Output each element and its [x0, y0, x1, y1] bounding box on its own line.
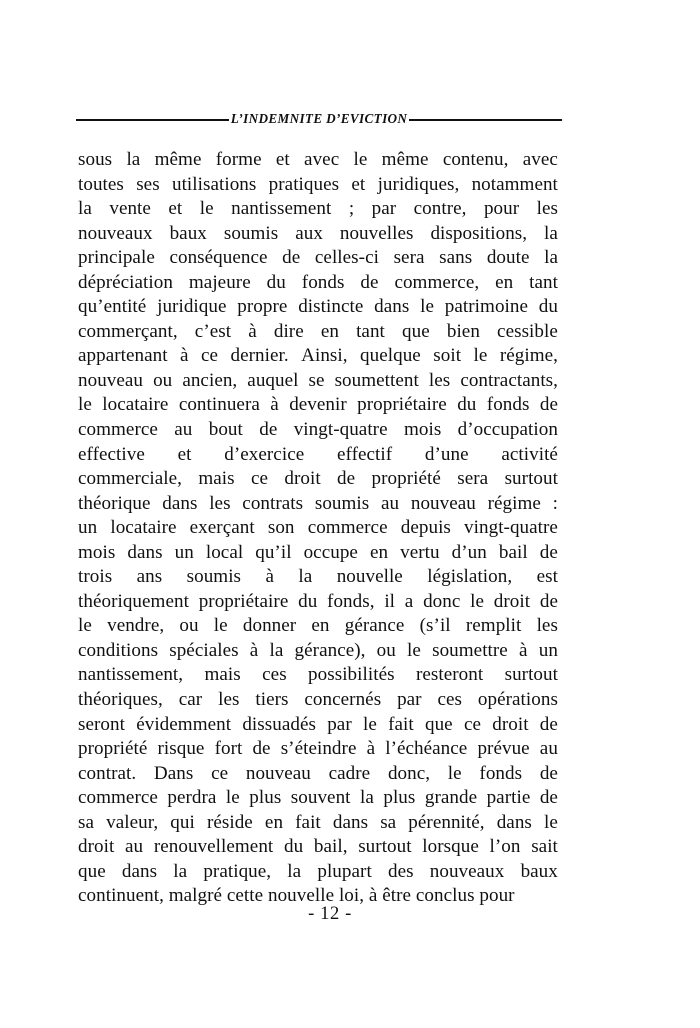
word: de: [252, 738, 271, 760]
word: à: [265, 566, 274, 588]
text-line: [78, 713, 558, 738]
text-line: [78, 786, 558, 811]
word: sera: [457, 468, 489, 490]
word: nantissement,: [78, 664, 184, 686]
word: la: [360, 787, 374, 809]
word: ce: [463, 713, 481, 735]
word: nouvelle: [336, 566, 403, 588]
word: et: [168, 198, 183, 220]
word: fait: [295, 811, 321, 833]
word: de: [282, 247, 301, 269]
word: notamment: [471, 173, 558, 195]
word: fait: [388, 713, 414, 735]
word: concernés: [304, 689, 382, 711]
word: appartenant: [78, 345, 168, 367]
word: baux: [520, 860, 558, 882]
word: à: [249, 639, 259, 661]
word: la: [173, 860, 188, 882]
word: du: [266, 271, 286, 293]
word: le: [78, 615, 92, 637]
word: spéciales: [169, 639, 239, 661]
word: activité: [501, 443, 558, 465]
word: avec: [522, 149, 558, 170]
word: dans: [496, 811, 532, 833]
word: contrats: [242, 492, 304, 514]
word: au: [539, 738, 558, 760]
word: remplit: [465, 615, 522, 637]
word: valeur,: [106, 811, 159, 833]
word: local: [205, 541, 244, 563]
word: d’exercice: [224, 443, 305, 465]
word: du: [538, 296, 558, 318]
word: mois: [78, 541, 116, 563]
word: de: [360, 271, 379, 293]
word: lorsque: [422, 836, 479, 858]
text-line: [78, 492, 558, 517]
word: le: [447, 762, 462, 784]
word: théoriques,: [78, 689, 163, 711]
word: propriété: [78, 738, 148, 760]
word: nouvelles: [339, 222, 414, 244]
text-line: [78, 590, 558, 615]
word: dissuadés: [242, 713, 316, 735]
word: que: [78, 860, 106, 882]
body-text: [78, 148, 558, 909]
word: en: [311, 615, 330, 637]
text-line: [78, 639, 558, 664]
word: théorique: [78, 492, 151, 514]
word: les: [218, 689, 240, 711]
word: pratique,: [203, 860, 272, 882]
word: la: [269, 639, 284, 661]
word: par: [397, 689, 422, 711]
word: ces: [262, 664, 287, 686]
word: ;: [348, 198, 355, 220]
word: en: [320, 320, 339, 342]
word: patrimoine: [444, 296, 529, 318]
word: par: [327, 713, 352, 735]
word: réside: [206, 811, 253, 833]
text-line: [78, 173, 558, 198]
word: en: [495, 271, 514, 293]
word: par: [371, 198, 397, 220]
word: à: [270, 394, 279, 416]
word: l’on: [489, 836, 521, 858]
word: commerçant,: [78, 320, 178, 342]
text-line: [78, 418, 558, 443]
word: dans: [121, 860, 158, 882]
word: dans: [374, 296, 410, 318]
word: contre,: [413, 198, 467, 220]
page-number: - 12 -: [308, 904, 352, 924]
word: contractants,: [460, 369, 558, 391]
word: bout: [208, 419, 243, 441]
word: occupe: [303, 541, 358, 563]
word: sa: [78, 811, 95, 833]
word: ce: [201, 345, 219, 367]
word: ou: [179, 615, 199, 637]
word: fonds: [301, 271, 345, 293]
word: droit: [284, 468, 321, 490]
word: le: [407, 639, 421, 661]
word: dernier.: [230, 345, 289, 367]
word: et: [351, 173, 366, 195]
word: celles-ci: [314, 247, 379, 269]
word: fonds: [486, 394, 530, 416]
word: d’occupation: [457, 419, 558, 441]
word: le: [544, 811, 558, 833]
word: soumis: [314, 492, 370, 514]
word: le: [225, 787, 240, 809]
word: le: [473, 345, 488, 367]
word: ou: [153, 369, 173, 391]
word: vente: [109, 198, 151, 220]
word: de: [539, 541, 558, 563]
word: effectif: [336, 443, 393, 465]
word: théoriquement: [78, 590, 189, 612]
word: effective: [78, 443, 145, 465]
word: surtout: [358, 836, 412, 858]
word: est: [536, 566, 558, 588]
text-line: [78, 246, 558, 271]
word: ce: [211, 762, 229, 784]
word: ans: [136, 566, 163, 588]
word: législation,: [427, 566, 513, 588]
running-header: [76, 108, 562, 130]
text-line: [78, 835, 558, 860]
word: distincte: [298, 296, 364, 318]
word: cessible: [497, 320, 558, 342]
word: d’un: [451, 541, 487, 563]
word: majeure: [188, 271, 251, 293]
word: opérations: [477, 689, 558, 711]
word: souvent: [290, 787, 351, 809]
text-line: [78, 541, 558, 566]
word: sera: [393, 247, 425, 269]
word: juridiques,: [377, 173, 460, 195]
text-line: [78, 393, 558, 418]
text-line: [78, 344, 558, 369]
word: baux: [169, 222, 207, 244]
text-line: [78, 737, 558, 762]
word: au: [381, 492, 400, 514]
word: pour: [483, 198, 520, 220]
word: car: [178, 689, 203, 711]
word: vingt-quatre: [464, 517, 558, 539]
word: nouveaux: [429, 860, 505, 882]
word: propriétaire: [357, 394, 447, 416]
word: de: [539, 787, 558, 809]
word: tant: [529, 271, 558, 293]
word: seront: [78, 713, 125, 735]
word: régime: [487, 492, 541, 514]
word: qui: [170, 811, 195, 833]
word: le: [362, 713, 377, 735]
word: soumis: [186, 566, 242, 588]
word: bien: [446, 320, 480, 342]
header-rule-left: [76, 119, 229, 121]
word: gérance),: [294, 639, 366, 661]
text-line: [78, 762, 558, 787]
word: toutes: [78, 173, 124, 195]
text-line: [78, 614, 558, 639]
word: évidemment: [136, 713, 232, 735]
word: bail: [498, 541, 528, 563]
word: droit: [493, 590, 531, 612]
word: Dans: [153, 762, 194, 784]
word: la: [78, 198, 92, 220]
word: ces: [437, 689, 463, 711]
word: nouveau: [245, 762, 311, 784]
word: de: [337, 468, 356, 490]
word: soumettre: [432, 639, 508, 661]
word: sans: [439, 247, 473, 269]
text-line: [78, 271, 558, 296]
word: (s’il: [419, 615, 451, 637]
word: soumettent: [334, 369, 419, 391]
word: les: [209, 492, 231, 514]
word: ancien,: [182, 369, 238, 391]
word: propre: [237, 296, 288, 318]
word: depuis: [400, 517, 451, 539]
word: contrat.: [78, 762, 137, 784]
word: propriétaire: [198, 590, 289, 612]
word: vertu: [400, 541, 440, 563]
word: juridique: [157, 296, 227, 318]
word: le: [420, 296, 435, 318]
word: commerce,: [394, 271, 480, 293]
word: plupart: [317, 860, 372, 882]
word: possibilités: [308, 664, 395, 686]
word: renouvellement: [153, 836, 274, 858]
word: dispositions,: [430, 222, 528, 244]
word: de: [259, 419, 278, 441]
word: un: [538, 639, 558, 661]
word: la: [298, 566, 313, 588]
word: surtout: [504, 664, 558, 686]
word: gérance: [344, 615, 405, 637]
word: à: [366, 738, 376, 760]
word: commerce: [307, 517, 388, 539]
word: risque: [157, 738, 205, 760]
word: du: [457, 394, 477, 416]
word: en: [264, 811, 284, 833]
word: de: [539, 713, 558, 735]
word: nantissement: [231, 198, 332, 220]
word: mais: [198, 468, 235, 490]
word: nouveau: [410, 492, 476, 514]
text-line: [78, 688, 558, 713]
word: du: [298, 590, 318, 612]
word: fort: [214, 738, 243, 760]
word: dans: [127, 541, 163, 563]
word: donc,: [387, 762, 431, 784]
word: un: [174, 541, 194, 563]
word: le: [213, 615, 228, 637]
word: son: [267, 517, 295, 539]
word: grande: [424, 787, 478, 809]
text-line: [78, 222, 558, 247]
word: fonds,: [327, 590, 375, 612]
word: soit: [433, 345, 462, 367]
word: sa: [380, 811, 397, 833]
word: auquel: [247, 369, 299, 391]
text-line: [78, 295, 558, 320]
text-line: [78, 516, 558, 541]
word: donc: [423, 590, 461, 612]
word: forme: [215, 149, 262, 170]
text-line: [78, 467, 558, 492]
word: que: [424, 713, 453, 735]
word: le: [199, 198, 214, 220]
word: fonds: [479, 762, 523, 784]
word: mois: [403, 419, 442, 441]
word: Ainsi,: [301, 345, 348, 367]
word: continuera: [178, 394, 260, 416]
word: le: [78, 394, 92, 416]
word: la: [544, 247, 558, 269]
word: la: [544, 222, 558, 244]
word: même: [154, 149, 202, 170]
text-line: continuent, malgré cette nouvelle loi, à être conclus pour: [78, 885, 515, 907]
word: sait: [531, 836, 558, 858]
word: de: [539, 394, 558, 416]
header-rule-right: [409, 119, 562, 121]
word: contenu,: [442, 149, 509, 170]
word: au: [125, 836, 144, 858]
word: ou: [376, 639, 396, 661]
word: commerce: [78, 787, 158, 809]
word: droit: [78, 836, 115, 858]
word: qu’il: [255, 541, 292, 563]
word: de: [539, 590, 558, 612]
word: l’échéance: [385, 738, 468, 760]
word: pérennité,: [408, 811, 485, 833]
word: exerçant: [189, 517, 255, 539]
word: avec: [304, 149, 340, 170]
word: a: [404, 590, 414, 612]
word: du: [283, 836, 304, 858]
text-line: [78, 565, 558, 590]
text-line: [78, 148, 558, 173]
word: surtout: [504, 468, 558, 490]
word: un: [78, 517, 98, 539]
word: nouveau: [78, 369, 144, 391]
word: régime,: [499, 345, 558, 367]
word: la: [126, 149, 141, 170]
word: qu’entité: [78, 296, 147, 318]
word: droit: [492, 713, 529, 735]
word: soumis: [223, 222, 279, 244]
word: les: [536, 615, 558, 637]
word: il: [384, 590, 396, 612]
word: tant: [356, 320, 385, 342]
word: :: [552, 492, 558, 514]
word: plus: [383, 787, 416, 809]
word: tiers: [255, 689, 289, 711]
text-line: [78, 197, 558, 222]
word: vingt-quatre: [293, 419, 388, 441]
word: les: [428, 369, 451, 391]
word: même: [381, 149, 429, 170]
word: trois: [78, 566, 113, 588]
header-title: L’INDEMNITE D’EVICTION: [230, 111, 408, 127]
word: locataire: [102, 394, 169, 416]
word: à: [180, 345, 189, 367]
text-line: [78, 320, 558, 345]
word: perdra: [167, 787, 217, 809]
word: mais: [204, 664, 241, 686]
word: ses: [136, 173, 160, 195]
word: de: [539, 762, 558, 784]
word: à: [248, 320, 257, 342]
word: resteront: [415, 664, 484, 686]
word: s’éteindre: [280, 738, 357, 760]
text-line: [78, 443, 558, 468]
word: commerciale,: [78, 468, 182, 490]
word: commerce: [78, 419, 158, 441]
word: dans: [332, 811, 369, 833]
word: devenir: [289, 394, 347, 416]
word: vendre,: [107, 615, 165, 637]
word: ce: [250, 468, 269, 490]
word: locataire: [110, 517, 177, 539]
word: en: [369, 541, 389, 563]
word: à: [519, 639, 528, 661]
word: que: [402, 320, 430, 342]
word: conséquence: [169, 247, 268, 269]
word: sous: [78, 149, 113, 170]
word: plus: [249, 787, 282, 809]
word: pratiques: [268, 173, 340, 195]
word: dire: [273, 320, 304, 342]
text-line: [78, 860, 558, 885]
word: prévue: [477, 738, 530, 760]
word: c’est: [194, 320, 232, 342]
word: aux: [295, 222, 323, 244]
word: et: [275, 149, 290, 170]
text-line: [78, 369, 558, 394]
word: la: [287, 860, 302, 882]
text-line: [78, 811, 558, 836]
word: cadre: [328, 762, 371, 784]
word: au: [174, 419, 193, 441]
word: dépréciation: [78, 271, 173, 293]
word: principale: [78, 247, 155, 269]
word: nouveaux: [78, 222, 153, 244]
word: le: [353, 149, 368, 170]
word: bail,: [313, 836, 348, 858]
word: utilisations: [171, 173, 257, 195]
word: quelque: [360, 345, 421, 367]
word: se: [308, 369, 325, 391]
word: des: [387, 860, 414, 882]
word: les: [536, 198, 558, 220]
word: partie: [486, 787, 531, 809]
word: donner: [242, 615, 297, 637]
word: le: [470, 590, 485, 612]
word: conditions: [78, 639, 159, 661]
word: propriété: [371, 468, 441, 490]
word: dans: [162, 492, 198, 514]
word: et: [177, 443, 192, 465]
word: doute: [486, 247, 530, 269]
text-line: [78, 663, 558, 688]
word: d’une: [424, 443, 469, 465]
